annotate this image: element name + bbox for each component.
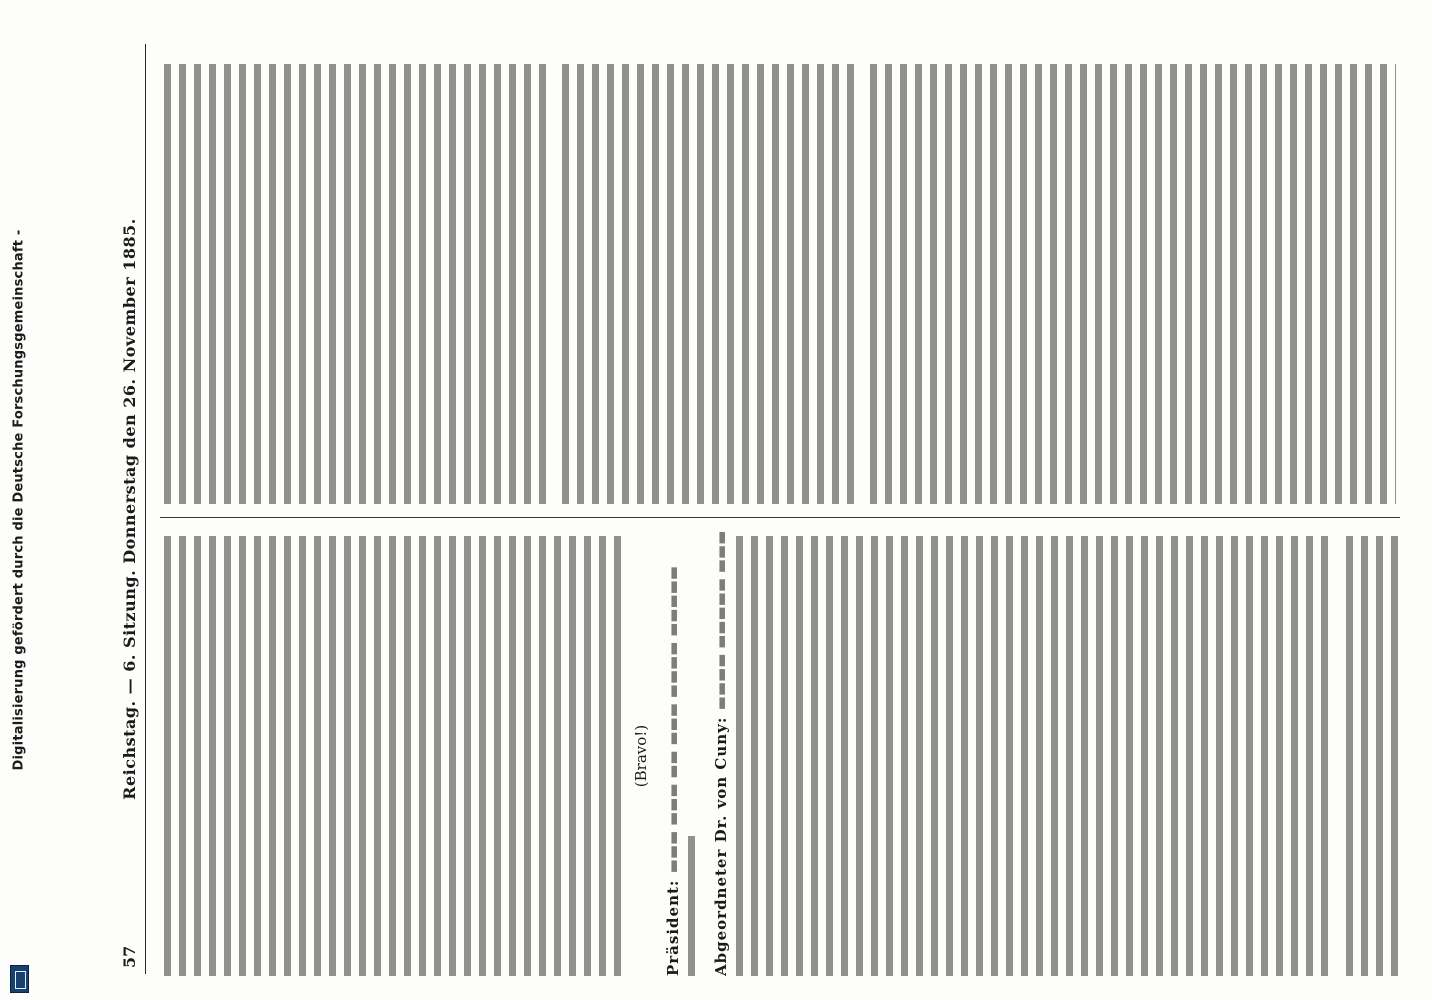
paragraph xyxy=(160,64,550,504)
paragraph xyxy=(732,536,1332,976)
funding-margin xyxy=(6,0,32,1000)
column-divider xyxy=(160,517,1400,518)
funding-notice: Digitalisierung gefördert durch die Deutsche Forschungsgemeinschaft - xyxy=(11,229,27,771)
running-header xyxy=(112,44,146,974)
speaker-label: Präsident: xyxy=(664,879,682,976)
paragraph xyxy=(684,836,698,976)
paragraph xyxy=(1342,536,1400,976)
dfg-logo-icon xyxy=(10,965,29,993)
speaker-label: Abgeordneter Dr. von Cuny: xyxy=(712,716,730,976)
rotated-document-page xyxy=(108,28,1410,988)
paragraph xyxy=(866,64,1396,504)
speaker-line-praesident xyxy=(664,536,682,976)
header-title: Reichstag. — 6. Sitzung. Donnerstag den 26. November 1885. xyxy=(120,218,139,800)
bravo-interjection: (Bravo!) xyxy=(632,724,650,788)
page-number: 57 xyxy=(120,945,139,968)
speaker-line-abgeordneter xyxy=(712,530,730,976)
text-column-left xyxy=(160,530,1400,976)
paragraph xyxy=(558,64,858,504)
text-column-right xyxy=(160,64,1400,504)
speaker-rest-line: ▬▬▬ ▬▬▬ ▬▬ ▬▬▬ ▬▬▬▬ ▬▬▬▬▬ xyxy=(664,566,682,874)
speaker-rest-line: ▬▬▬▬ ▬▬▬▬▬ ▬▬▬ xyxy=(712,530,730,711)
paragraph xyxy=(160,536,626,976)
